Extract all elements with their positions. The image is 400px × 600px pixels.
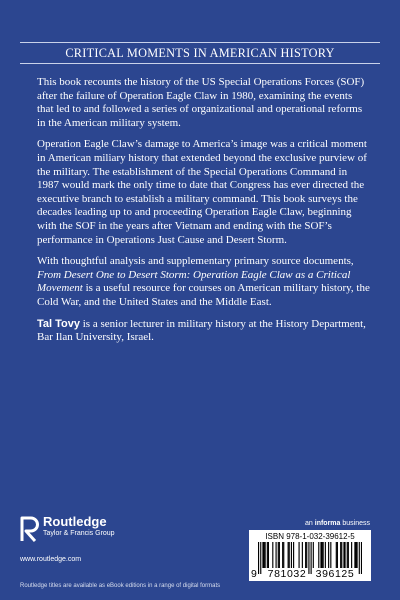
barcode-bar — [276, 542, 277, 568]
barcode-bar — [318, 542, 319, 568]
barcode-bar — [347, 542, 348, 568]
barcode-bar — [302, 542, 303, 568]
back-cover-blurb — [37, 76, 370, 353]
barcode-bar — [278, 542, 279, 568]
barcode-bar — [299, 542, 300, 568]
barcode-bar — [279, 542, 280, 568]
barcode-bar — [351, 542, 352, 568]
barcode-bar — [340, 542, 341, 568]
barcode-bar — [289, 542, 290, 568]
series-title: CRITICAL MOMENTS IN AMERICAN HISTORY — [20, 42, 380, 64]
publisher-logo — [20, 515, 180, 555]
isbn-number: ISBN 978-1-032-39612-5 — [265, 532, 355, 541]
barcode-bar — [305, 542, 306, 568]
barcode-bar — [265, 542, 266, 568]
routledge-logo-icon — [20, 516, 40, 542]
barcode-bar — [354, 542, 355, 568]
publisher-name: Routledge — [43, 514, 107, 529]
isbn-barcode — [249, 530, 371, 581]
barcode-bar — [263, 542, 264, 568]
blurb-text: With thoughtful analysis and supplementary primary source documents, — [37, 255, 354, 268]
barcode-bar — [344, 542, 345, 568]
blurb-text: is a useful resource for courses on American military history, the Cold War, and the United States and the Middle East. — [37, 282, 370, 308]
barcode-bar — [321, 542, 322, 568]
barcode-bar — [348, 542, 349, 568]
informa-suffix: business — [340, 520, 370, 527]
barcode-bar — [313, 542, 314, 568]
informa-brand: informa — [314, 520, 341, 527]
author-bio-text: is a senior lecturer in military history at the History Department, Bar Ilan University, Israel. — [37, 317, 366, 344]
ebook-note: Routledge titles are available as eBook editions in a range of digital formats — [20, 583, 221, 589]
barcode-bar — [262, 542, 263, 568]
informa-tagline — [305, 520, 370, 527]
blurb-paragraph — [37, 255, 370, 309]
barcode-bar — [357, 542, 358, 568]
barcode-bar — [325, 542, 326, 568]
author-name: Tal Tovy — [37, 317, 80, 330]
barcode-bar — [336, 542, 337, 568]
blurb-paragraph: This book recounts the history of the US Special Operations Forces (SOF) after the failure of Operation Eagle Claw in 1980, examining the events that led to and followed a series of organizational and operational reforms in the American military system. — [37, 76, 365, 129]
barcode-bar — [320, 542, 321, 568]
publisher-url: www.routledge.com — [20, 556, 82, 563]
barcode-bar — [267, 542, 268, 568]
barcode-bar — [288, 542, 289, 568]
barcode-digits-right: 396125 — [315, 568, 355, 580]
barcode-digits-left: 781032 — [267, 568, 307, 580]
book-title: From Desert One to Desert Storm: Operation Eagle Claw as a Critical Movement — [37, 268, 351, 295]
barcode-bar — [355, 542, 356, 568]
barcode-bar — [343, 542, 344, 568]
barcode-bar — [323, 542, 324, 568]
barcode-bar — [283, 542, 284, 568]
barcode-bar — [293, 542, 294, 568]
publisher-group: Taylor & Francis Group — [43, 530, 115, 537]
barcode-bar — [328, 542, 329, 568]
barcode-bar — [291, 542, 292, 568]
barcode-bar — [306, 542, 307, 568]
barcode-bar — [341, 542, 342, 568]
barcode-bar — [272, 542, 273, 568]
author-bio — [37, 318, 370, 345]
informa-prefix: an — [305, 520, 315, 527]
barcode-digits — [249, 568, 371, 580]
barcode-bar — [330, 542, 331, 568]
barcode-bar — [268, 542, 269, 568]
barcode-digit-first: 9 — [251, 568, 257, 580]
barcode-bar — [282, 542, 283, 568]
blurb-paragraph: Operation Eagle Claw’s damage to America’s image was a critical moment in American miliary history that extended beyond the exclusive purview of the military. The establishment of the Special Operations Command in 1987 would mark the only time to date that Congress has ever directed the executive branch to establish a military command. This book surveys the decades leading up to and proceeding Operation Eagle Claw, beginning with the SOF in the years after Vietnam and ending with the SOF’s performance in Operations Just Cause and Desert Storm. — [37, 138, 367, 246]
barcode-bar — [337, 542, 338, 568]
